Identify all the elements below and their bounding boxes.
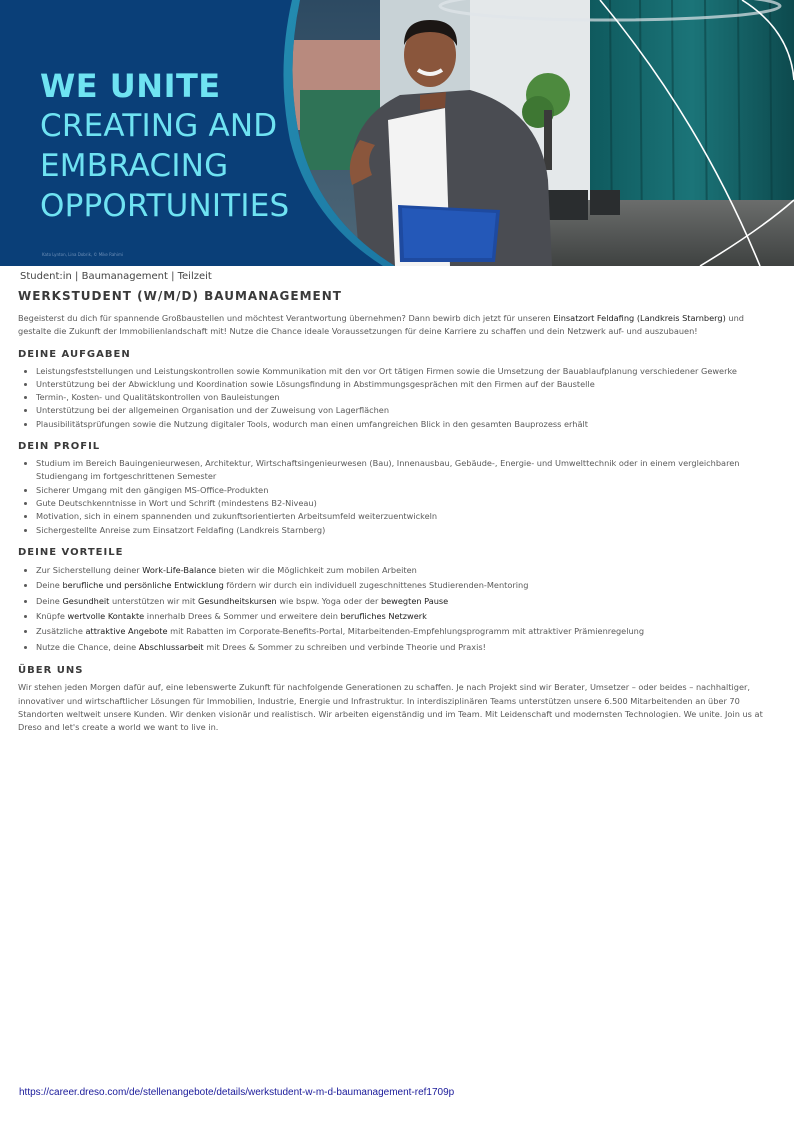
job-meta: Student:in | Baumanagement | Teilzeit xyxy=(20,271,212,282)
item-text: fördern wir durch ein individuell zugeschnittenes Studierenden-Mentoring xyxy=(223,580,529,591)
list-item xyxy=(36,594,774,609)
item-highlight: Abschlussarbeit xyxy=(138,641,204,652)
list-item: • Sicherer Umgang mit den gängigen MS-Office-Produkten xyxy=(36,484,774,497)
vorteile-heading: DEINE VORTEILE xyxy=(18,546,124,558)
item-text: Deine xyxy=(36,580,63,591)
list-item: • Unterstützung bei der Abwicklung und Koordination sowie Lösungsfindung in Abstimmungsgesprächen mit den Firmen auf der Baustelle xyxy=(36,378,774,391)
hero-slogan xyxy=(40,66,289,226)
item-highlight: attraktive Angebote xyxy=(85,626,168,637)
hero-line-1: WE UNITE xyxy=(40,67,221,105)
item-text: unterstützen wir mit xyxy=(109,595,198,606)
list-item: • Gute Deutschkenntnisse in Wort und Schrift (mindestens B2-Niveau) xyxy=(36,497,774,510)
ueber-uns-heading: ÜBER UNS xyxy=(18,665,84,677)
source-url-link[interactable]: https://career.dreso.com/de/stellenangebote/details/werkstudent-w-m-d-baumanagement-ref1709p xyxy=(19,1087,455,1098)
list-item: • Studium im Bereich Bauingenieurwesen, Architektur, Wirtschaftsingenieurwesen (Bau), Innenausbau, Gebäude-, Energie- und Umwelttechnik oder in einem vergleichbaren Studiengang im fortgeschrittenen Semester xyxy=(36,457,774,484)
job-content xyxy=(18,289,774,734)
item-highlight: berufliches Netzwerk xyxy=(340,611,427,622)
item-text: Zusätzliche xyxy=(36,626,86,637)
list-item xyxy=(36,578,774,593)
photo-credit: Kato Lynton, Lina Dobrik, © Mike Rahimi xyxy=(42,252,123,257)
job-title: WERKSTUDENT (W/M/D) BAUMANAGEMENT xyxy=(18,289,342,303)
item-text: wie bspw. Yoga oder der xyxy=(276,595,381,606)
item-text: mit Rabatten im Corporate-Benefits-Portal, Mitarbeitenden-Empfehlungsprogramm mit attraktiver Prämienregelung xyxy=(167,626,645,637)
hero-banner xyxy=(0,0,794,266)
item-text: Zur Sicherstellung deiner xyxy=(36,564,143,575)
item-text: mit Drees & Sommer zu schreiben und verbinde Theorie und Praxis! xyxy=(203,641,486,652)
item-highlight: wertvolle Kontakte xyxy=(67,611,145,622)
item-text: bieten wir die Möglichkeit zum mobilen Arbeiten xyxy=(216,564,417,575)
list-item: • Motivation, sich in einem spannenden und zukunftsorientierten Arbeitsumfeld weiterzuentwickeln xyxy=(36,510,774,523)
item-text: Knüpfe xyxy=(36,611,68,622)
list-item: • Unterstützung bei der allgemeinen Organisation und der Zuweisung von Lagerflächen xyxy=(36,404,774,417)
item-highlight: Gesundheit xyxy=(62,595,110,606)
ueber-uns-text: Wir stehen jeden Morgen dafür auf, eine lebenswerte Zukunft für nachfolgende Generationen zu schaffen. Je nach Projekt sind wir Berater, Umsetzer – oder beides – nachhaltiger, innovativer und wirtschaftlicher Lösungen für Immobilien, Industrie, Energie und Infrastruktur. In interdisziplinären Teams unterstützen unsere 6.500 Mitarbeitenden an über 70 Standorten weltweit unsere Kunden. Wir denken visionär und realistisch. Wir arbeiten eigenständig und im Team. Mit Leidenschaft und modernsten Technologien. We unite. Join us at Dreso and let's create a world we want to live in. xyxy=(18,682,763,733)
hero-line-2: CREATING AND xyxy=(40,108,278,144)
vorteile-list xyxy=(18,563,774,655)
list-item: • Leistungsfeststellungen und Leistungskontrollen sowie Kommunikation mit den vor Ort tätigen Firmen sowie die Umsetzung der Bauablaufplanung verschiedener Gewerke xyxy=(36,365,774,378)
profil-heading: DEIN PROFIL xyxy=(18,441,101,453)
aufgaben-heading: DEINE AUFGABEN xyxy=(18,348,131,360)
aufgaben-list xyxy=(18,365,774,431)
intro-text-2: und gestalte die Zukunft der Immobilienlandschaft mit! Nutze die Chance ideale Voraussetzungen für deine Karriere zu schaffen und dein Netzwerk auf- und auszubauen! xyxy=(18,313,744,337)
item-highlight: bewegten Pause xyxy=(380,595,449,606)
list-item: • Sichergestellte Anreise zum Einsatzort Feldafing (Landkreis Starnberg) xyxy=(36,524,774,537)
list-item xyxy=(36,640,774,655)
intro-text-1: Begeisterst du dich für spannende Großbaustellen und möchtest Verantwortung übernehmen? Dann bewirb dich jetzt für unseren xyxy=(18,313,554,323)
item-text: Deine xyxy=(36,595,63,606)
list-item xyxy=(36,609,774,624)
hero-line-3: EMBRACING xyxy=(40,148,229,184)
item-highlight: Work-Life-Balance xyxy=(142,564,217,575)
list-item xyxy=(36,563,774,578)
hero-line-4: OPPORTUNITIES xyxy=(40,188,290,224)
item-highlight: berufliche und persönliche Entwicklung xyxy=(62,580,224,591)
list-item: • Plausibilitätsprüfungen sowie die Nutzung digitaler Tools, wodurch man einen umfangreichen Blick in den gesamten Bauprozess erhält xyxy=(36,418,774,431)
item-highlight: Gesundheitskursen xyxy=(198,595,277,606)
item-text: innerhalb Drees & Sommer und erweitere dein xyxy=(144,611,341,622)
intro-paragraph xyxy=(18,312,774,339)
profil-list xyxy=(18,457,774,537)
list-item xyxy=(36,624,774,639)
item-text: Nutze die Chance, deine xyxy=(36,641,139,652)
intro-location: Einsatzort Feldafing (Landkreis Starnberg) xyxy=(553,313,726,323)
list-item: • Termin-, Kosten- und Qualitätskontrollen von Bauleistungen xyxy=(36,391,774,404)
